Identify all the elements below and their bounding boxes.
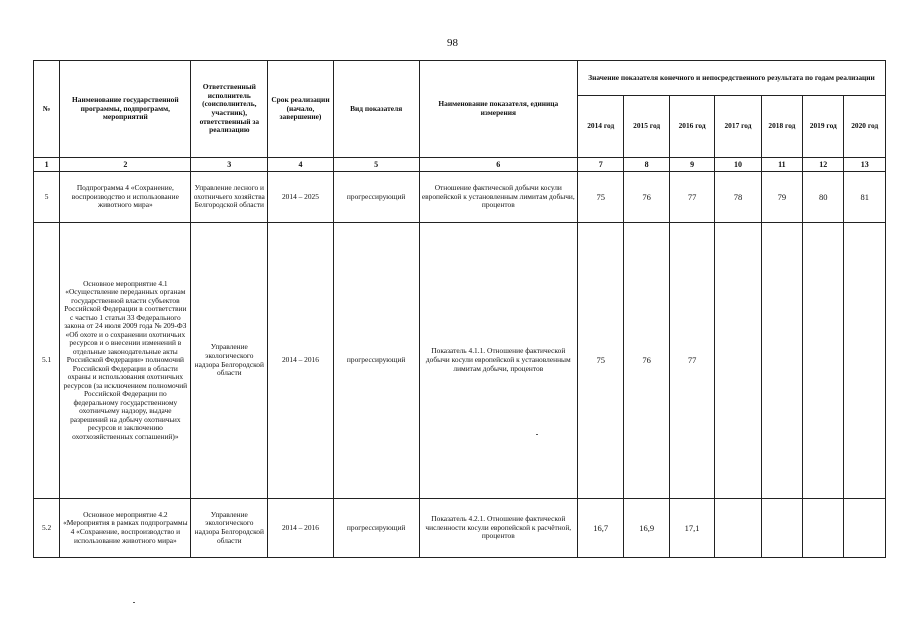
row-term: 2014 – 2016 [268,223,334,499]
row-indicator: Показатель 4.1.1. Отношение фактической добычи косули европейской к установленным лимитам добычи, процентов [419,223,577,499]
row-value: 77 [669,172,714,223]
row-responsible: Управление лесного и охотничьего хозяйства Белгородской области [191,172,268,223]
row-indicator: Показатель 4.2.1. Отношение фактической численности косули европейской к расчётной, процентов [419,499,577,558]
row-term: 2014 – 2025 [268,172,334,223]
table-row [34,499,886,558]
header-term: Срок реализации (начало, завершение) [268,61,334,158]
header-year: 2018 год [761,96,802,158]
header-year: 2020 год [844,96,886,158]
row-value: 17,1 [669,499,714,558]
column-number: 8 [624,158,669,172]
row-num: 5 [34,172,60,223]
row-value [715,499,761,558]
row-type: прогрессирующий [333,223,419,499]
row-type: прогрессирующий [333,172,419,223]
row-term: 2014 – 2016 [268,499,334,558]
column-number: 11 [761,158,802,172]
header-num: № [34,61,60,158]
header-year: 2015 год [624,96,669,158]
column-number: 2 [60,158,191,172]
header-year: 2016 год [669,96,714,158]
header-year: 2019 год [803,96,844,158]
header-responsible: Ответственный исполнитель (соисполнитель, участник), ответственный за реализацию [191,61,268,158]
row-value [761,499,802,558]
row-value [715,223,761,499]
column-number: 4 [268,158,334,172]
row-responsible: Управление экологического надзора Белгородской области [191,223,268,499]
column-number: 12 [803,158,844,172]
column-number: 9 [669,158,714,172]
row-value [803,499,844,558]
row-value: 80 [803,172,844,223]
indicators-table [33,60,886,558]
scan-speck [536,434,538,435]
column-number: 10 [715,158,761,172]
row-type: прогрессирующий [333,499,419,558]
row-value: 76 [624,172,669,223]
header-indicator: Наименование показателя, единица измерения [419,61,577,158]
row-value: 79 [761,172,802,223]
column-number: 1 [34,158,60,172]
header-year: 2014 год [578,96,624,158]
row-value: 78 [715,172,761,223]
row-num: 5.2 [34,499,60,558]
row-value: 16,7 [578,499,624,558]
column-number: 6 [419,158,577,172]
column-number: 5 [333,158,419,172]
row-name: Основное мероприятие 4.2 «Мероприятия в рамках подпрограммы 4 «Сохранение, воспроизводство и использование животного мира» [60,499,191,558]
row-value: 81 [844,172,886,223]
row-value [761,223,802,499]
row-value [803,223,844,499]
page-number: 98 [447,37,458,49]
table-row [34,223,886,499]
header-type: Вид показателя [333,61,419,158]
row-indicator: Отношение фактической добычи косули европейской к установленным лимитам добычи, процентов [419,172,577,223]
row-value: 75 [578,172,624,223]
column-number: 13 [844,158,886,172]
row-num: 5.1 [34,223,60,499]
scan-speck [133,602,135,603]
row-responsible: Управление экологического надзора Белгородской области [191,499,268,558]
row-value: 76 [624,223,669,499]
row-value [844,223,886,499]
row-value: 77 [669,223,714,499]
table-row [34,172,886,223]
column-number: 3 [191,158,268,172]
row-name: Основное мероприятие 4.1 «Осуществление переданных органам государственной власти субъектов Российской Федерации в соответствии с частью 1 статьи 33 Федерального закона от 24 июля 2009 года № 209-ФЗ «Об охоте и о сохранении охотничьих ресурсов и о внесении изменений в отдельные законодательные акты Российской Федерации» полномочий Российской Федерации в области охраны и использования охотничьих ресурсов (за исключением полномочий Российской Федерации по федеральному государственному охотничьему надзору, выдаче разрешений на добычу охотничьих ресурсов и заключению охотхозяйственных соглашений)» [60,223,191,499]
row-name: Подпрограмма 4 «Сохранение, воспроизводство и использование животного мира» [60,172,191,223]
row-value: 75 [578,223,624,499]
header-name: Наименование государственной программы, подпрограмм, мероприятий [60,61,191,158]
column-number-row [34,158,886,172]
row-value [844,499,886,558]
row-value: 16,9 [624,499,669,558]
header-values: Значение показателя конечного и непосредственного результата по годам реализации [578,61,886,96]
column-number: 7 [578,158,624,172]
header-year: 2017 год [715,96,761,158]
